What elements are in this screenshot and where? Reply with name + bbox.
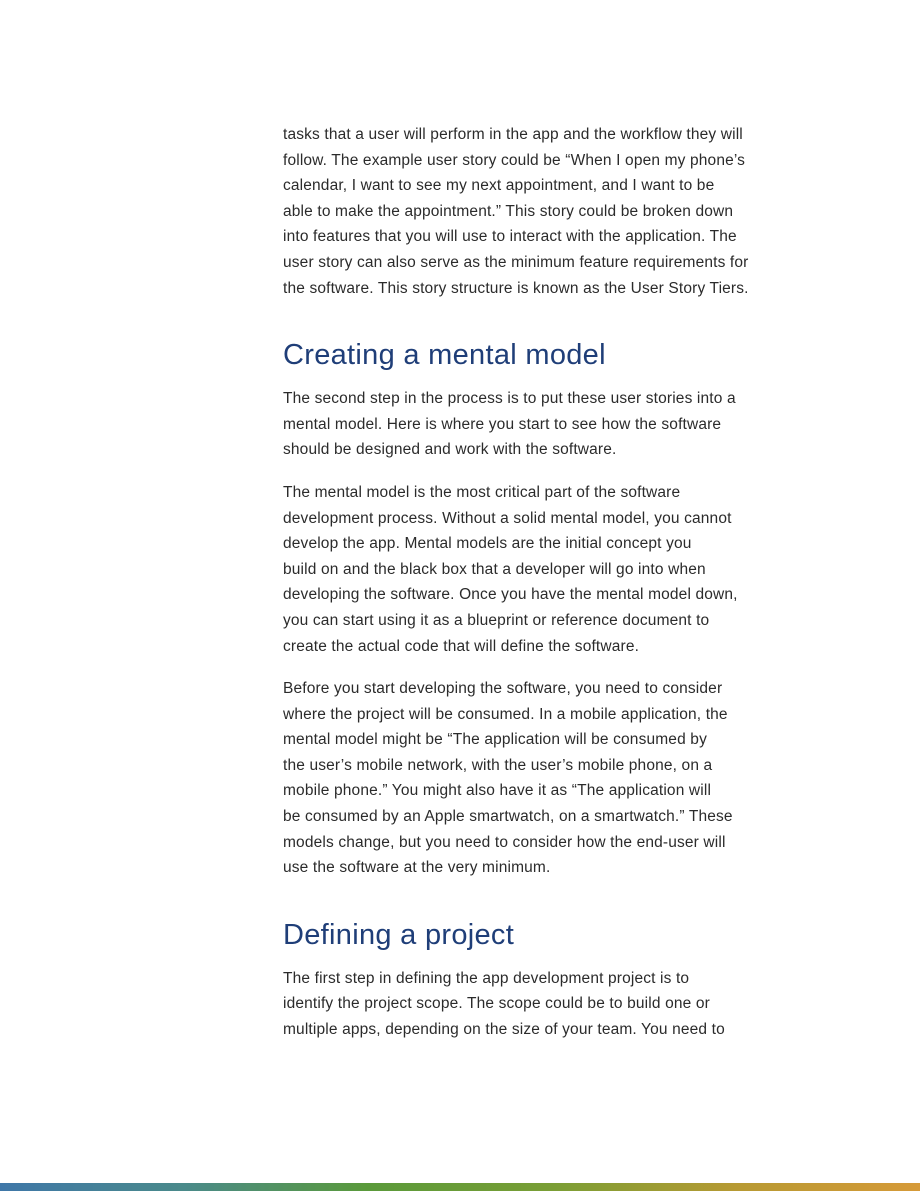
defining-project-paragraph-1: The first step in defining the app development project is to identify the project scope. The scope could be to build one or multiple apps, depending on the size of your team. You need to (283, 969, 725, 1039)
document-body (283, 122, 839, 1043)
mental-model-paragraph-1: The second step in the process is to put these user stories into a mental model. Here is where you start to see how the software should be designed and work with the software. (283, 390, 736, 459)
section-spacer (283, 301, 839, 337)
intro-paragraph: tasks that a user will perform in the app and the workflow they will follow. The example user story could be “When I open my phone’s calendar, I want to see my next appointment, and I want to be able to make the appointment.” This story could be broken down into features that you will use to interact with the application. The user story can also serve as the minimum feature requirements for the software. This story structure is known as the User Story Tiers. (283, 126, 749, 297)
section-spacer (283, 881, 839, 917)
footer-gradient-bar (0, 1183, 920, 1191)
paragraph-spacer (283, 659, 839, 676)
mental-model-paragraph-2: The mental model is the most critical part of the software development process. Without a solid mental model, you cannot develop the app. Mental models are the initial concept you build on and the black box that a developer will go into when developing the software. Once you have the mental model down, you can start using it as a blueprint or reference document to create the actual code that will define the software. (283, 483, 738, 655)
paragraph-spacer (283, 463, 839, 480)
heading-defining-project: Defining a project (283, 918, 515, 951)
heading-spacer (283, 953, 839, 966)
mental-model-paragraph-3: Before you start developing the software, you need to consider where the project will be consumed. In a mobile application, the mental model might be “The application will be consumed by the user’s mobile network, with the user’s mobile phone, on a mobile phone.” You might also have it as “The application will be consumed by an Apple smartwatch, on a smartwatch.” These models change, but you need to consider how the end-user will use the software at the very minimum. (283, 680, 733, 877)
heading-spacer (283, 373, 839, 386)
heading-creating-mental-model: Creating a mental model (283, 339, 606, 372)
